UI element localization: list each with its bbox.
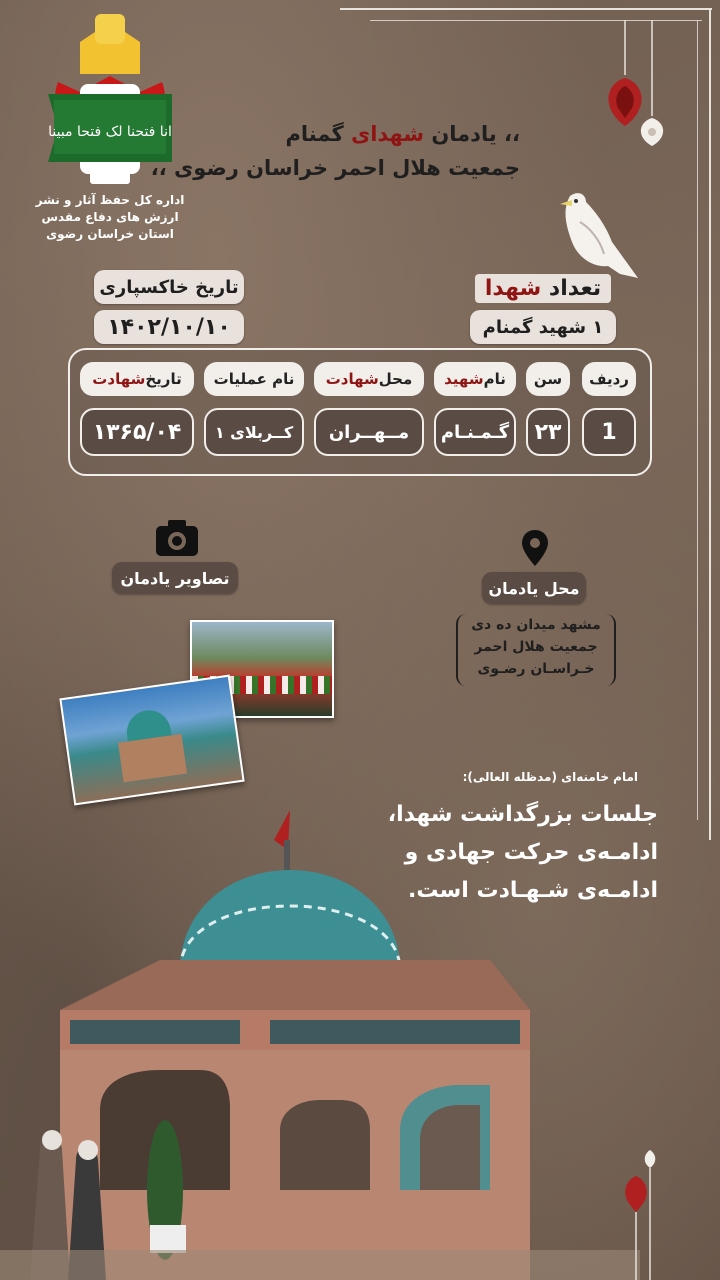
header-operation-name: نام عملیات (204, 362, 304, 396)
table-row (80, 408, 636, 456)
table-header-row (80, 362, 636, 398)
location-label: محل یادمان (482, 572, 586, 604)
cell-row-number: 1 (582, 408, 636, 456)
hanging-ornament-white (632, 20, 672, 148)
frame-inner-right-line (697, 20, 698, 820)
martyrs-count-value: ۱ شهید گمنام (470, 310, 616, 344)
title-part-b: شهدای (350, 122, 425, 146)
org-line-3: استان خراسان رضوی (46, 227, 174, 241)
location-pin-icon (522, 530, 548, 566)
photos-label: تصاویر یادمان (112, 562, 238, 594)
cell-martyrdom-place: مــهــران (314, 408, 424, 456)
memorial-photo-shrine (59, 675, 244, 806)
location-address (456, 614, 616, 686)
svg-text:انا فتحنا لک فتحا مبینا: انا فتحنا لک فتحا مبینا (48, 124, 172, 140)
header-age: سن (526, 362, 570, 396)
shrine-illustration (0, 810, 640, 1280)
dove-icon (550, 186, 640, 282)
address-line-2: جمعیت هلال احمر (474, 639, 598, 655)
page-title (286, 122, 520, 146)
header-martyrdom-place: محل شهادت (314, 362, 424, 396)
address-line-1: مشهد میدان ده دی (471, 617, 601, 633)
header-martyrdom-date: تاریخ شهادت (80, 362, 194, 396)
burial-date-label: تاریخ خاکسپاری (94, 270, 244, 304)
frame-top-line (340, 8, 712, 10)
page-subtitle: جمعیت هلال احمر خراسان رضوی ،، (150, 156, 520, 180)
martyrs-count-label (470, 270, 616, 306)
quote-line-3: ادامـه‌ی شـهـادت است. (407, 878, 658, 903)
header-martyr-name: نام شهید (434, 362, 516, 396)
count-label-b: شهدا (484, 275, 542, 301)
camera-icon (156, 520, 198, 556)
cell-martyrdom-date: ۱۳۶۵/۰۴ (80, 408, 194, 456)
org-name (30, 192, 190, 243)
cell-operation-name: کــربلای ۱ (204, 408, 304, 456)
quote-author: امام خامنه‌ای (مدظله العالی): (462, 770, 638, 784)
quote-line-2: ادامـه‌ی حرکت جهادی و (404, 840, 658, 865)
org-line-1: اداره کل حفظ آثار و نشر (35, 193, 185, 207)
title-part-a: ،، یادمان (424, 122, 520, 146)
count-label-a: تعداد (541, 275, 602, 301)
cell-age: ۲۳ (526, 408, 570, 456)
address-line-3: خـراسـان رضـوی (477, 661, 595, 677)
burial-date-value: ۱۴۰۲/۱۰/۱۰ (94, 310, 244, 344)
org-line-2: ارزش های دفاع مقدس (41, 210, 179, 224)
title-part-c: گمنام (285, 122, 351, 146)
frame-right-line (709, 8, 711, 840)
header-row-number: ردیف (582, 362, 636, 396)
quote-line-1: جلسات بزرگداشت شهدا، (387, 802, 658, 827)
bottom-ornament (612, 1146, 662, 1280)
cell-martyr-name: گـمـنـام (434, 408, 516, 456)
